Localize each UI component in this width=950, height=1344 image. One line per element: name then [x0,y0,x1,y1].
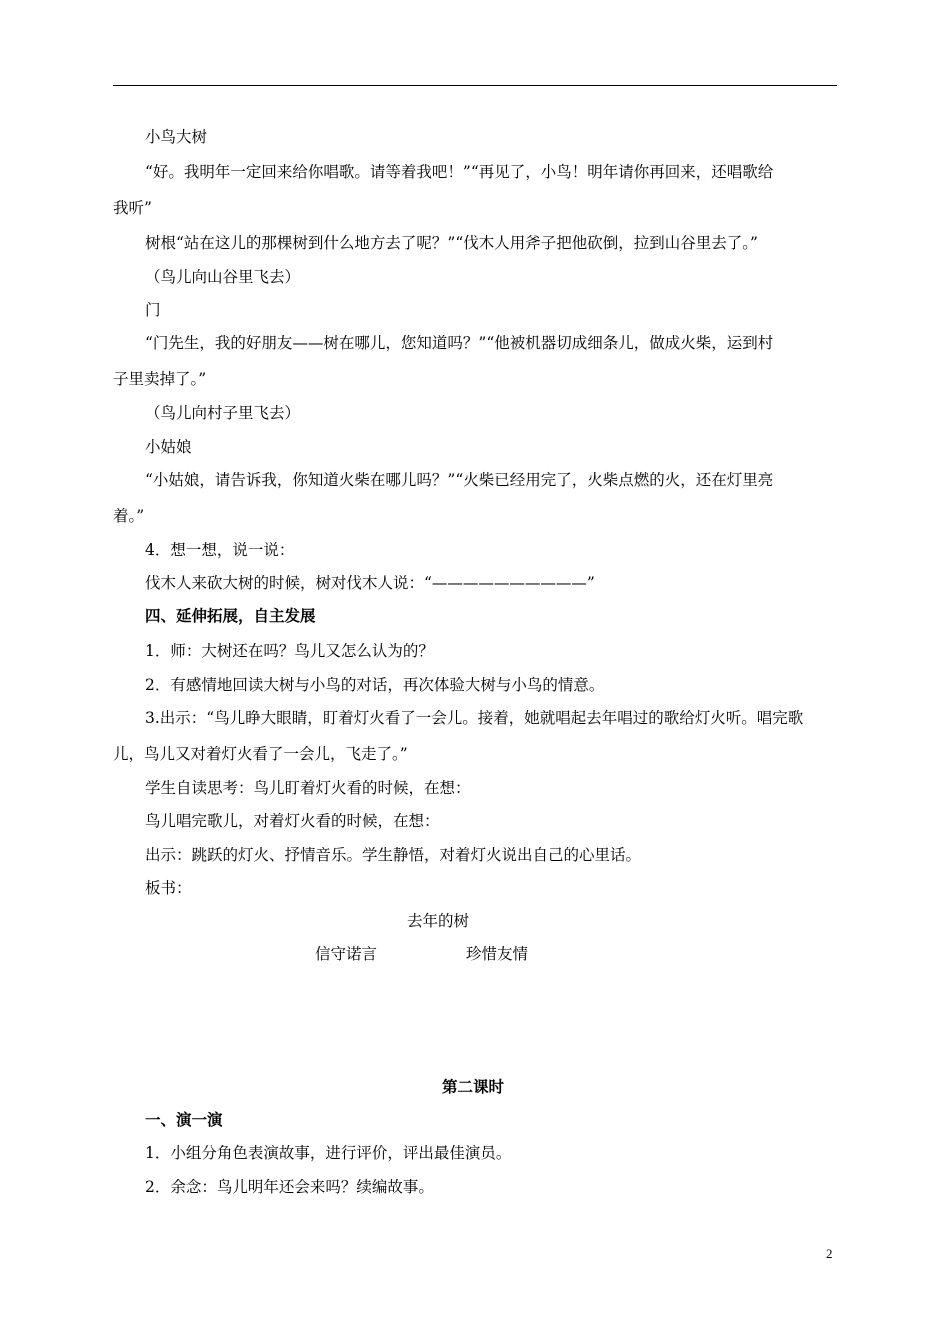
text-line: 小鸟大树 [145,128,208,146]
text-line: 门 [145,301,161,319]
text-line: 我听” [113,199,152,217]
text-line: 鸟儿唱完歌儿，对着灯火看的时候，在想： [145,812,440,830]
page-number: 2 [826,1246,833,1261]
text-line: 着。” [113,507,145,525]
text-line: 1．师：大树还在吗？鸟儿又怎么认为的？ [145,642,434,660]
text-line: “小姑娘，请告诉我，你知道火柴在哪儿吗？”“火柴已经用完了，火柴点燃的火，还在灯里亮 [145,471,774,489]
text-line: 2．余念：鸟儿明年还会来吗？续编故事。 [145,1178,434,1196]
text-line: “门先生，我的好朋友——树在哪儿，您知道吗？”“他被机器切成细条儿，做成火柴，运到村 [145,334,774,352]
board-right: 珍惜友情 [466,945,529,963]
text-line: 出示：跳跃的灯火、抒情音乐。学生静悟，对着灯火说出自己的心里话。 [145,846,642,864]
text-line: 树根“站在这儿的那棵树到什么地方去了呢？”“伐木人用斧子把他砍倒，拉到山谷里去了。” [145,234,758,252]
text-line: “好。我明年一定回来给你唱歌。请等着我吧！”“再见了，小鸟！明年请你再回来，还唱歌给 [145,163,774,181]
text-line: 板书： [145,879,192,897]
text-line: 2．有感情地回读大树与小鸟的对话，再次体验大树与小鸟的情意。 [145,676,605,694]
text-line: 4．想一想，说一说： [145,541,295,559]
board-title: 去年的树 [407,912,470,930]
section-heading: 一、演一演 [145,1110,223,1129]
text-line: 儿，鸟儿又对着灯火看了一会儿，飞走了。” [113,745,408,763]
text-line: 子里卖掉了。” [113,370,207,388]
text-line: 小姑娘 [145,438,192,456]
text-line: 伐木人来砍大树的时候，树对伐木人说：“——————————” [145,574,595,592]
header-rule [113,85,837,86]
board-left: 信守诺言 [315,945,378,963]
text-line: 3.出示：“鸟儿睁大眼睛，盯着灯火看了一会儿。接着，她就唱起去年唱过的歌给灯火听。唱完歌 [145,709,804,727]
lesson-heading: 第二课时 [442,1077,505,1096]
text-line: 1．小组分角色表演故事，进行评价，评出最佳演员。 [145,1144,512,1162]
text-line: 学生自读思考：鸟儿盯着灯火看的时候，在想： [145,779,471,797]
text-line: （鸟儿向村子里飞去） [145,404,301,422]
text-line: （鸟儿向山谷里飞去） [145,268,301,286]
section-heading: 四、延伸拓展，自主发展 [145,606,316,625]
